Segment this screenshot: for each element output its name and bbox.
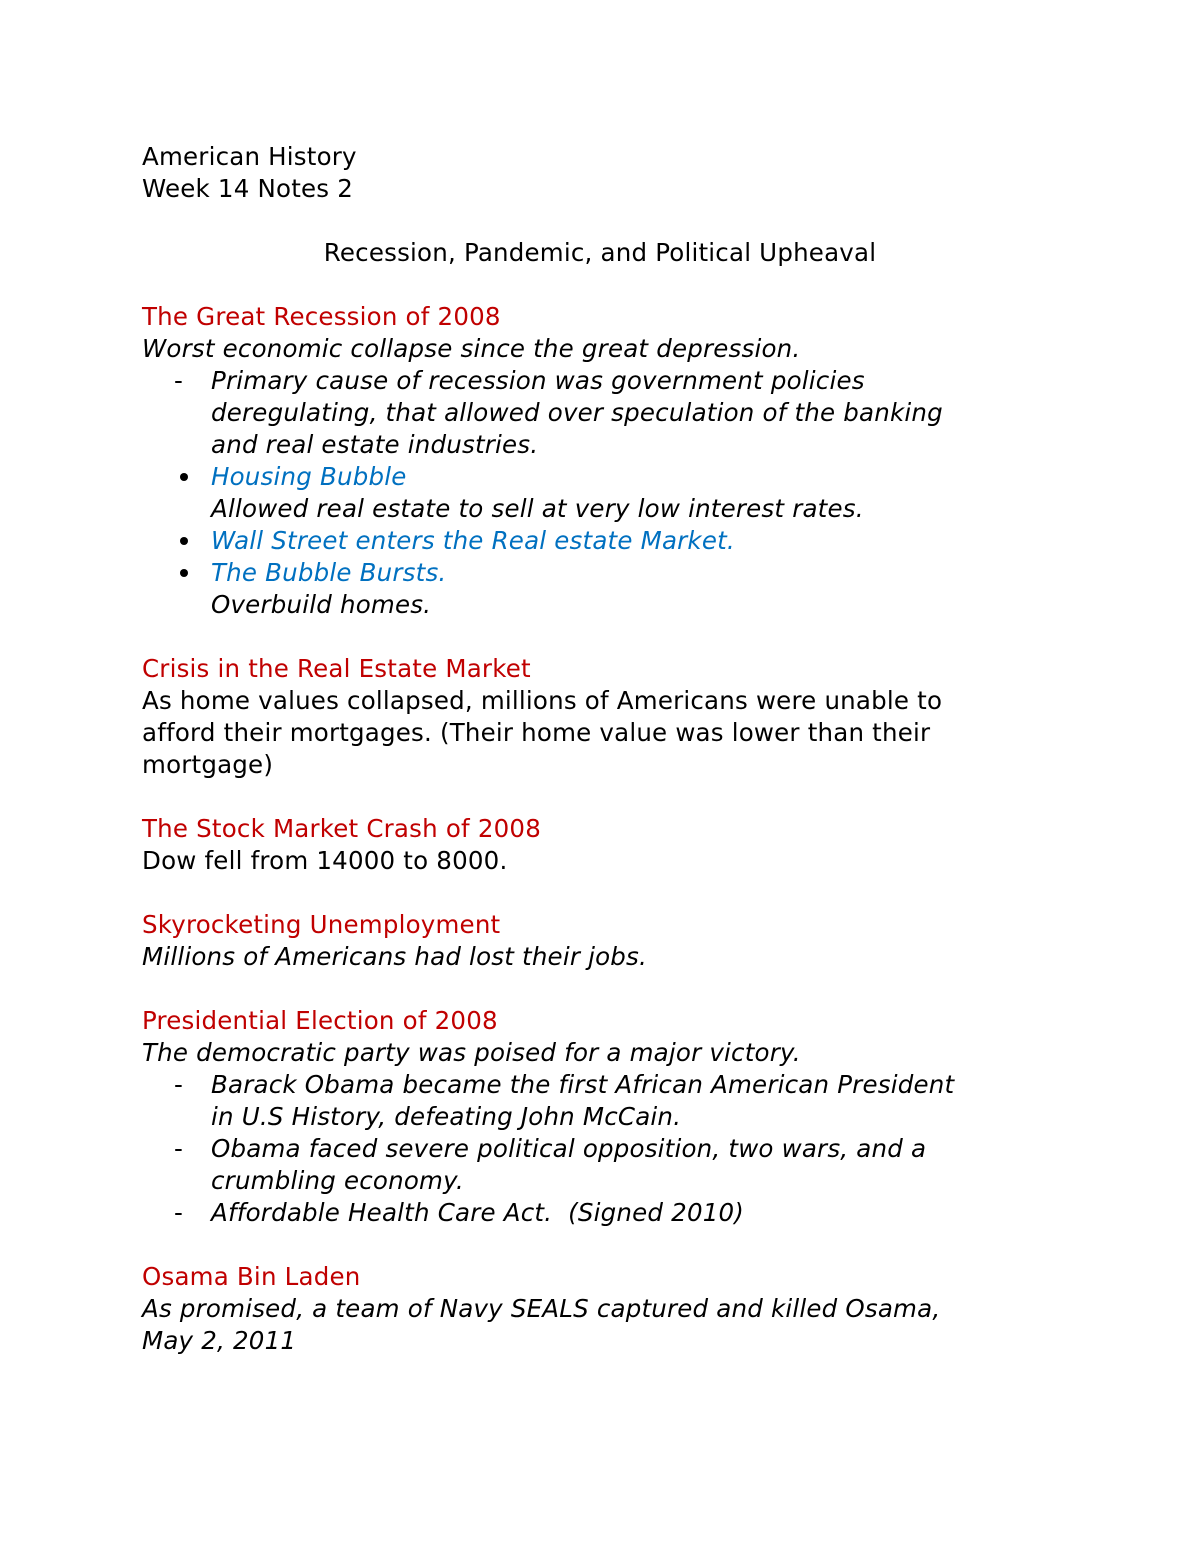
list-item	[142, 557, 1042, 621]
spacer	[142, 1229, 1042, 1261]
section-heading-stock-crash: The Stock Market Crash of 2008	[142, 814, 541, 843]
bullet-icon	[180, 569, 188, 577]
list-item-text: Affordable Health Care Act. (Signed 2010)	[211, 1198, 745, 1227]
bullet-detail: Overbuild homes.	[211, 590, 432, 619]
section-heading-great-recession: The Great Recession of 2008	[142, 302, 501, 331]
dash-marker: -	[174, 1134, 184, 1163]
bullet-icon	[180, 537, 188, 545]
election-list	[142, 1069, 1042, 1229]
list-item	[142, 1069, 1042, 1133]
list-item	[142, 525, 1042, 557]
paragraph-line: May 2, 2011	[142, 1326, 297, 1355]
paragraph-line: Millions of Americans had lost their jobs.	[142, 942, 647, 971]
notes-label: Week 14 Notes 2	[142, 174, 354, 203]
great-recession-list	[142, 365, 1042, 621]
dash-marker: -	[174, 1198, 184, 1227]
section-intro-great-recession: Worst economic collapse since the great depression.	[142, 334, 801, 363]
spacer	[142, 877, 1042, 909]
spacer	[142, 973, 1042, 1005]
list-item-text: Obama faced severe political opposition, two wars, and a	[211, 1134, 927, 1163]
paragraph-line: afford their mortgages. (Their home value was lower than their	[142, 718, 931, 747]
section-heading-election: Presidential Election of 2008	[142, 1006, 498, 1035]
dash-marker: -	[174, 366, 184, 395]
bullet-title: The Bubble Bursts.	[211, 558, 447, 587]
dash-marker: -	[174, 1070, 184, 1099]
spacer	[142, 269, 1042, 301]
list-item-text: Barack Obama became the first African American President	[211, 1070, 955, 1099]
list-item	[142, 461, 1042, 525]
list-item-text: deregulating, that allowed over speculation of the banking	[211, 398, 943, 427]
section-heading-unemployment: Skyrocketing Unemployment	[142, 910, 501, 939]
section-heading-real-estate-crisis: Crisis in the Real Estate Market	[142, 654, 531, 683]
section-intro-election: The democratic party was poised for a major victory.	[142, 1038, 801, 1067]
course-title: American History	[142, 142, 357, 171]
bullet-title: Wall Street enters the Real estate Market.	[211, 526, 735, 555]
list-item-text: and real estate industries.	[211, 430, 539, 459]
list-item-text: crumbling economy.	[211, 1166, 464, 1195]
spacer	[142, 205, 1042, 237]
document-title: Recession, Pandemic, and Political Upheaval	[323, 238, 877, 267]
bullet-detail: Allowed real estate to sell at very low interest rates.	[211, 494, 864, 523]
bullet-title: Housing Bubble	[211, 462, 407, 491]
list-item	[142, 1197, 1042, 1229]
spacer	[142, 621, 1042, 653]
bullet-icon	[180, 473, 188, 481]
list-item-text: Primary cause of recession was government policies	[211, 366, 865, 395]
list-item	[142, 1133, 1042, 1197]
paragraph-line: mortgage)	[142, 750, 274, 779]
spacer	[142, 781, 1042, 813]
list-item-text: in U.S History, defeating John McCain.	[211, 1102, 682, 1131]
paragraph-line: Dow fell from 14000 to 8000.	[142, 846, 508, 875]
section-heading-bin-laden: Osama Bin Laden	[142, 1262, 361, 1291]
list-item	[142, 365, 1042, 461]
paragraph-line: As home values collapsed, millions of Americans were unable to	[142, 686, 943, 715]
paragraph-line: As promised, a team of Navy SEALS captured and killed Osama,	[142, 1294, 941, 1323]
document-body	[142, 141, 1042, 1357]
